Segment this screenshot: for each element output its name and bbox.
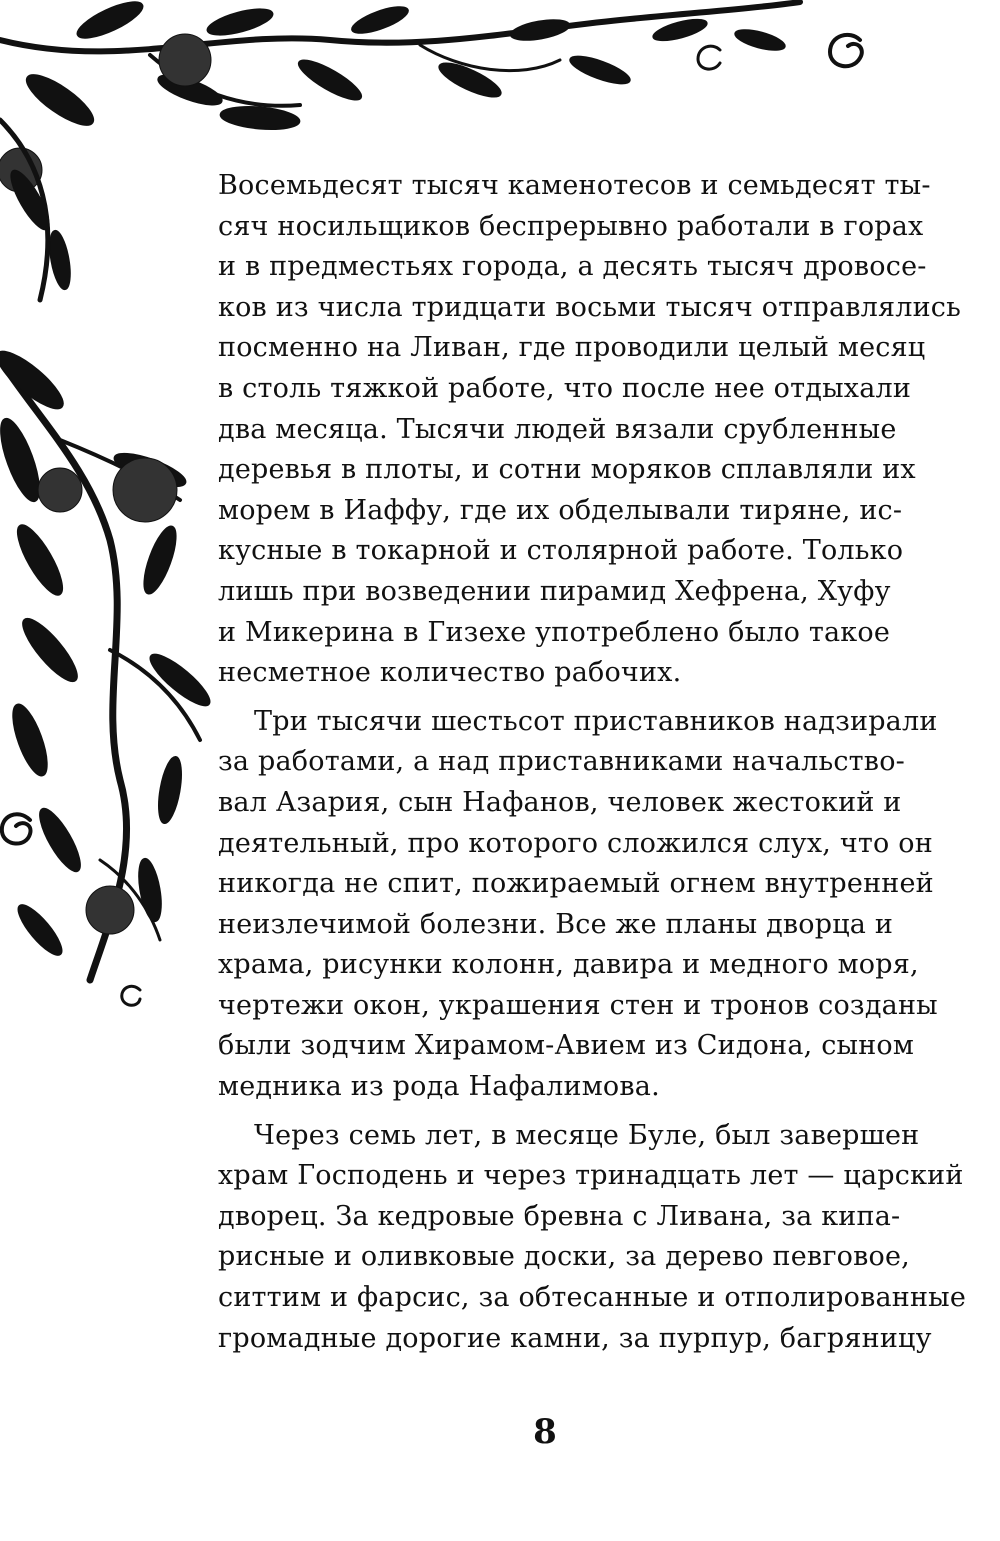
leaf-icon [294, 53, 366, 106]
pomegranate-icon [159, 34, 211, 86]
pomegranate-icon [86, 886, 134, 934]
spiral-icon [698, 46, 720, 69]
paragraph [218, 166, 962, 694]
text-line: дворец. За кедровые бревна с Ливана, за кипа- [218, 1200, 901, 1232]
text-line: ков из числа тридцати восьми тысяч отправлялись [218, 291, 962, 323]
leaf-icon [349, 1, 412, 38]
leaf-icon [32, 803, 87, 876]
text-line: рисные и оливковые доски, за дерево певговое, [218, 1241, 910, 1273]
pomegranate-icon [113, 458, 177, 522]
text-line: храм Господень и через тринадцать лет — царский [218, 1160, 964, 1192]
text-line: Три тысячи шестьсот приставников надзирали [254, 705, 938, 737]
text-line: громадные дорогие камни, за пурпур, багряницу [218, 1322, 932, 1354]
text-line: кусные в токарной и столярной работе. Только [218, 535, 904, 567]
text-line: ситтим и фарсис, за обтесанные и отполированные [218, 1282, 967, 1314]
text-line: неизлечимой болезни. Все же планы дворца и [218, 908, 894, 940]
text-line: лишь при возведении пирамид Хефрена, Хуфу [218, 575, 891, 607]
body-text [218, 166, 967, 1359]
text-line: никогда не спит, пожираемый огнем внутренней [218, 868, 934, 900]
leaf-icon [20, 66, 100, 133]
spiral-icon [2, 814, 31, 843]
text-line: деревья в плоты, и сотни моряков сплавляли их [218, 454, 916, 486]
text-line: Через семь лет, в месяце Буле, был завершен [254, 1119, 920, 1151]
spiral-icon [122, 986, 140, 1005]
text-line: морем в Иаффу, где их обделывали тиряне, ис- [218, 494, 903, 526]
leaf-icon [205, 4, 276, 41]
leaf-icon [6, 700, 55, 780]
page-number: 8 [533, 1412, 557, 1452]
text-line: посменно на Ливан, где проводили целый месяц [218, 332, 926, 364]
text-line: деятельный, про которого сложился слух, что он [218, 827, 933, 859]
text-line: за работами, а над приставниками начальство- [218, 746, 905, 778]
text-line: чертежи окон, украшения стен и тронов созданы [218, 989, 938, 1021]
spiral-icon [830, 35, 862, 66]
text-line: два месяца. Тысячи людей вязали срубленные [218, 413, 897, 445]
text-line: храма, рисунки колонн, давира и медного моря, [218, 949, 919, 981]
text-line: сяч носильщиков беспрерывно работали в горах [218, 210, 924, 242]
leaf-icon [509, 16, 571, 44]
leaf-icon [15, 612, 85, 689]
leaf-icon [435, 57, 505, 104]
leaf-icon [73, 0, 148, 45]
text-line: были зодчим Хирамом-Авием из Сидона, сыном [218, 1030, 915, 1062]
leaf-icon [137, 522, 182, 597]
leaf-icon [651, 15, 709, 45]
text-line: в столь тяжкой работе, что после нее отдыхали [218, 372, 912, 404]
text-line: и в предместьях города, а десять тысяч дровосе- [218, 251, 927, 283]
leaf-icon [219, 104, 301, 133]
leaf-icon [10, 519, 71, 600]
paragraph [218, 702, 938, 1108]
text-line: медника из рода Нафалимова. [218, 1071, 660, 1103]
text-line: вал Азария, сын Нафанов, человек жестокий и [218, 786, 902, 818]
paragraph [218, 1116, 967, 1360]
text-line: и Микерина в Гизехе употреблено было такое [218, 616, 891, 648]
leaf-icon [46, 229, 74, 291]
leaf-icon [135, 857, 166, 924]
leaf-icon [567, 51, 633, 90]
leaf-icon [12, 899, 68, 961]
pomegranate-icon [38, 468, 82, 512]
text-line: Восемьдесят тысяч каменотесов и семьдесят ты- [218, 170, 931, 201]
leaf-icon [154, 755, 186, 825]
leaf-icon [733, 26, 787, 55]
text-line: несметное количество рабочих. [218, 657, 682, 689]
